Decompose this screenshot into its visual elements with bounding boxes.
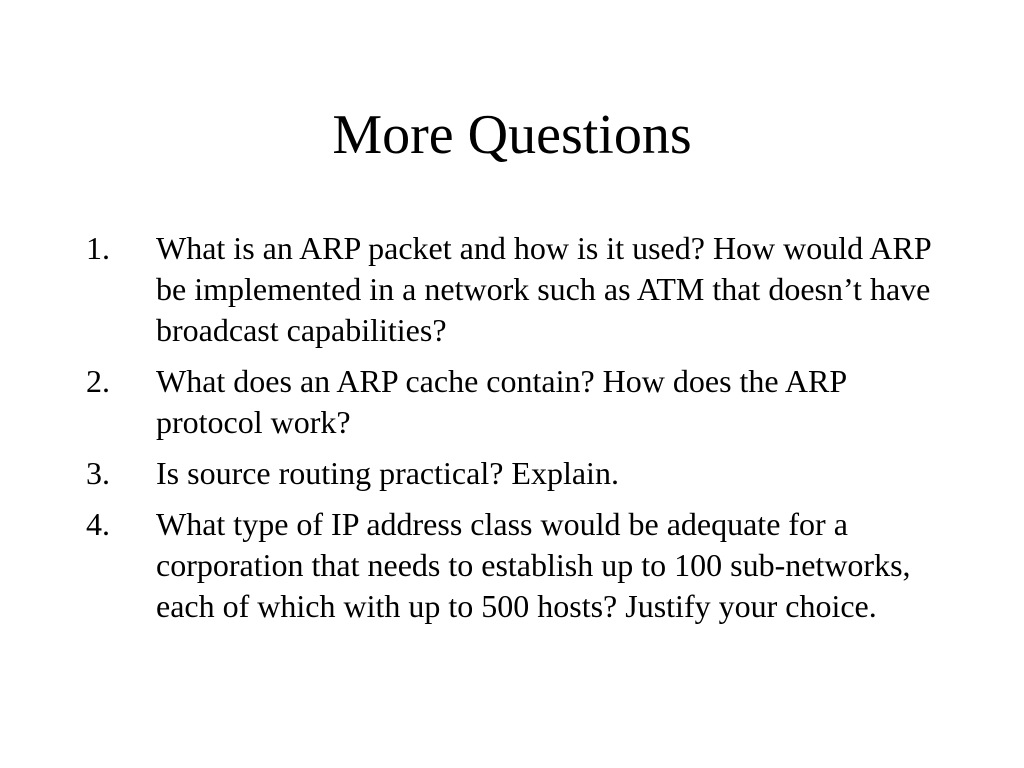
question-item — [86, 361, 956, 443]
question-text: What does an ARP cache contain? How does the ARP protocol work? — [156, 363, 846, 440]
question-number: 1. — [86, 230, 110, 266]
question-item — [86, 453, 956, 494]
question-number: 2. — [86, 363, 110, 399]
question-number: 4. — [86, 506, 110, 542]
question-text: What type of IP address class would be adequate for a corporation that needs to establish up to 100 sub-networks, each of which with up to 500 hosts? Justify your choice. — [156, 506, 911, 624]
question-text: What is an ARP packet and how is it used? How would ARP be implemented in a network such as ATM that doesn’t have broadcast capabilities? — [156, 230, 931, 348]
question-number: 3. — [86, 455, 110, 491]
question-list — [86, 228, 956, 637]
question-item — [86, 504, 956, 627]
question-item — [86, 228, 956, 351]
question-text: Is source routing practical? Explain. — [156, 455, 619, 491]
slide-title: More Questions — [332, 104, 692, 166]
